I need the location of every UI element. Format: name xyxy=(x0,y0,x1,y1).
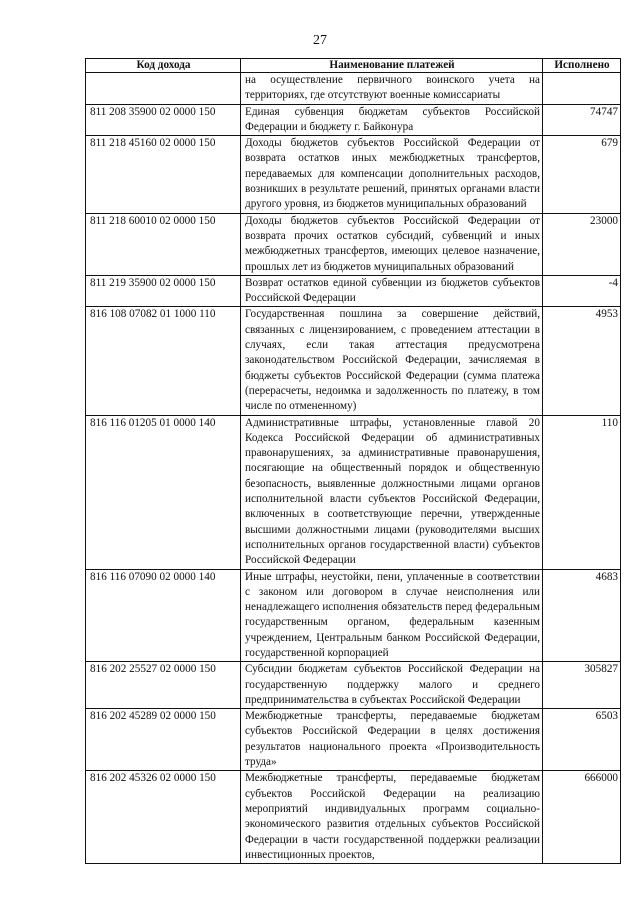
revenue-table xyxy=(85,58,621,864)
table-row xyxy=(86,213,621,275)
executed-amount: 4683 xyxy=(543,569,621,662)
table-row xyxy=(86,275,621,307)
income-code: 816 202 45289 02 0000 150 xyxy=(86,709,241,771)
payment-name: Доходы бюджетов субъектов Российской Федерации от возврата остатков иных межбюджетных трансфертов, передаваемых для компенсации дополнительных расходов, возникших в результате решений, принятых органами власти другого уровня, из бюджетов муниципальных образований xyxy=(241,136,543,213)
payment-name: Единая субвенция бюджетам субъектов Российской Федерации и бюджету г. Байконура xyxy=(241,104,543,136)
income-code: 811 218 60010 02 0000 150 xyxy=(86,213,241,275)
table-row xyxy=(86,709,621,771)
payment-name: Иные штрафы, неустойки, пени, уплаченные в соответствии с законом или договором в случае неисполнения или ненадлежащего исполнения обязательств перед федеральным государственным органом, федеральным казенным учреждением, Центральным банком Российской Федерации, государственной корпорацией xyxy=(241,569,543,662)
payment-name: на осуществление первичного воинского учета на территориях, где отсутствуют военные комиссариаты xyxy=(241,73,543,105)
income-code: 816 116 07090 02 0000 140 xyxy=(86,569,241,662)
executed-amount: 6503 xyxy=(543,709,621,771)
table-row xyxy=(86,136,621,213)
payment-name: Административные штрафы, установленные главой 20 Кодекса Российской Федерации об административных правонарушениях, за административные правонарушения, посягающие на общественный порядок и общественную безопасность, выявленные должностными лицами органов исполнительной власти субъектов Российской Федерации, включенных в соответствующие перечни, утвержденные высшими должностными лицами (руководителями высших исполнительных органов государственной власти) субъектов Российской Федерации xyxy=(241,415,543,569)
payment-name: Межбюджетные трансферты, передаваемые бюджетам субъектов Российской Федерации в целях достижения результатов национального проекта «Производительность труда» xyxy=(241,709,543,771)
executed-amount: -4 xyxy=(543,275,621,307)
income-code xyxy=(86,73,241,105)
table-header-row xyxy=(86,59,621,73)
table-row xyxy=(86,662,621,709)
table-row xyxy=(86,569,621,662)
table-row xyxy=(86,771,621,864)
payment-name: Возврат остатков единой субвенции из бюджетов субъектов Российской Федерации xyxy=(241,275,543,307)
table-row xyxy=(86,415,621,569)
executed-amount: 305827 xyxy=(543,662,621,709)
executed-amount: 23000 xyxy=(543,213,621,275)
payment-name: Субсидии бюджетам субъектов Российской Федерации на государственную поддержку малого и среднего предпринимательства в субъектах Российской Федерации xyxy=(241,662,543,709)
table-row xyxy=(86,104,621,136)
executed-amount: 679 xyxy=(543,136,621,213)
executed-amount: 4953 xyxy=(543,307,621,415)
income-code: 816 108 07082 01 1000 110 xyxy=(86,307,241,415)
payment-name: Государственная пошлина за совершение действий, связанных с лицензированием, с проведением аттестации в случаях, если такая аттестация предусмотрена законодательством Российской Федерации, зачисляемая в бюджеты субъектов Российской Федерации (сумма платежа (перерасчеты, недоимка и задолженность по платежу, в том числе по отмененному) xyxy=(241,307,543,415)
income-code: 811 208 35900 02 0000 150 xyxy=(86,104,241,136)
executed-amount: 74747 xyxy=(543,104,621,136)
income-code: 816 202 45326 02 0000 150 xyxy=(86,771,241,864)
header-executed: Исполнено xyxy=(543,59,621,73)
page-number: 27 xyxy=(313,33,327,48)
header-income-code: Код дохода xyxy=(86,59,241,73)
header-payment-name: Наименование платежей xyxy=(241,59,543,73)
table-row xyxy=(86,307,621,415)
executed-amount: 110 xyxy=(543,415,621,569)
income-code: 811 218 45160 02 0000 150 xyxy=(86,136,241,213)
table-row xyxy=(86,73,621,105)
payment-name: Доходы бюджетов субъектов Российской Федерации от возврата прочих остатков субсидий, субвенций и иных межбюджетных трансфертов, имеющих целевое назначение, прошлых лет из бюджетов муниципальных образований xyxy=(241,213,543,275)
payment-name: Межбюджетные трансферты, передаваемые бюджетам субъектов Российской Федерации на реализацию мероприятий индивидуальных программ социально-экономического развития отдельных субъектов Российской Федерации в части государственной поддержки реализации инвестиционных проектов, xyxy=(241,771,543,864)
income-code: 816 202 25527 02 0000 150 xyxy=(86,662,241,709)
income-code: 816 116 01205 01 0000 140 xyxy=(86,415,241,569)
executed-amount xyxy=(543,73,621,105)
income-code: 811 219 35900 02 0000 150 xyxy=(86,275,241,307)
executed-amount: 666000 xyxy=(543,771,621,864)
